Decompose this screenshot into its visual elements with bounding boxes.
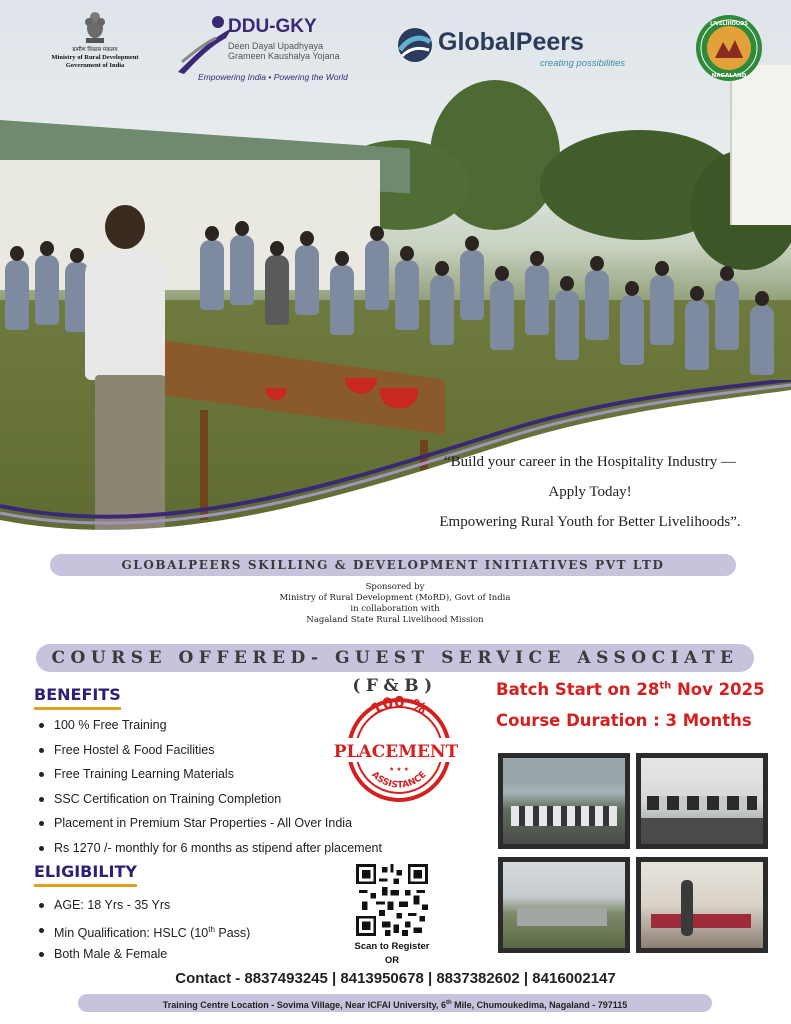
ddu-figure-icon [176,14,236,76]
list-item: SSC Certification on Training Completion [34,790,382,815]
placement-stamp [320,688,470,808]
stamp-main-text: PLACEMENT [333,742,459,762]
eligibility-heading: ELIGIBILITY [34,862,137,881]
list-item: Placement in Premium Star Properties - All Over India [34,814,382,839]
list-item: Both Male & Female [34,945,250,970]
globalpeers-name: GlobalPeers [438,28,584,56]
mord-name: Ministry of Rural Development [51,54,139,61]
svg-text:NAGALAND: NAGALAND [711,73,747,79]
national-emblem-icon [80,8,110,46]
eligibility-list [34,896,250,970]
training-photo-campus [498,857,630,953]
sponsor-line-1: Sponsored by [365,582,425,592]
quote-line-1: “Build your career in the Hospitality Industry — [443,454,737,470]
ddu-title: DDU-GKY [228,16,317,37]
list-item: 100 % Free Training [34,716,382,741]
svg-text:100 % [368,693,430,718]
training-photo-computer-lab [636,753,768,849]
or-label: OR [384,955,400,966]
globalpeers-logo [396,20,636,70]
course-banner: COURSE OFFERED- GUEST SERVICE ASSOCIATE (F&B) [36,644,754,672]
mord-hindi: ग्रामीण विकास मंत्रालय [72,47,118,53]
sponsor-line-3: in collaboration with [350,604,440,614]
sponsor-line-2: Ministry of Rural Development (MoRD), Govt of India [279,593,511,603]
nslm-logo [695,14,763,82]
logo-bar [0,0,791,100]
globe-icon [396,26,434,64]
quote-line-3: Empowering Rural Youth for Better Livelihoods”. [439,514,741,530]
list-item: Free Training Learning Materials [34,765,382,790]
svg-text:LIVELIHOODS: LIVELIHOODS [710,21,748,27]
list-item: Min Qualification: HSLC (10th Pass) [34,921,250,946]
ddu-subtitle-1: Deen Dayal Upadhyaya [228,41,324,51]
mord-govt: Government of India [65,62,125,69]
scan-label: Scan to Register [354,941,430,952]
list-item: Rs 1270 /- monthly for 6 months as stipend after placement [34,839,382,864]
register-qr-code[interactable] [356,864,428,936]
list-item: Free Hostel & Food Facilities [34,741,382,766]
sponsor-line-4: Nagaland State Rural Livelihood Mission [306,615,484,625]
benefits-heading: BENEFITS [34,685,121,704]
contact-numbers: Contact - 8837493245 | 8413950678 | 8837382602 | 8416002147 [175,970,616,987]
training-photo-classroom [498,753,630,849]
scan-to-register [340,940,444,968]
list-item: AGE: 18 Yrs - 35 Yrs [34,896,250,921]
stamp-bottom-text: ASSISTANCE [369,769,429,791]
sponsor-block [200,582,590,626]
quote-line-2: Apply Today! [548,484,632,500]
stamp-top-text: 100 % [367,692,430,719]
ddu-tagline: Empowering India • Powering the World [198,72,348,82]
course-duration: Course Duration : 3 Months [496,711,752,730]
ddu-subtitle-2: Grameen Kaushalya Yojana [228,51,340,61]
training-photo-service [636,857,768,953]
tagline-quote [420,447,760,537]
training-location: Training Centre Location - Sovima Village, Near ICFAI University, 6th Mile, Chumoukedima, Nagaland - 797115 [78,994,712,1012]
mord-logo [40,8,150,70]
company-banner: GLOBALPEERS SKILLING & DEVELOPMENT INITIATIVES PVT LTD [50,554,736,576]
ddu-gky-logo [176,14,346,84]
svg-text:★ ★ ★: ★ ★ ★ [389,766,409,773]
globalpeers-tagline: creating possibilities [540,58,626,69]
batch-start: Batch Start on 28th Nov 2025 [496,680,765,699]
